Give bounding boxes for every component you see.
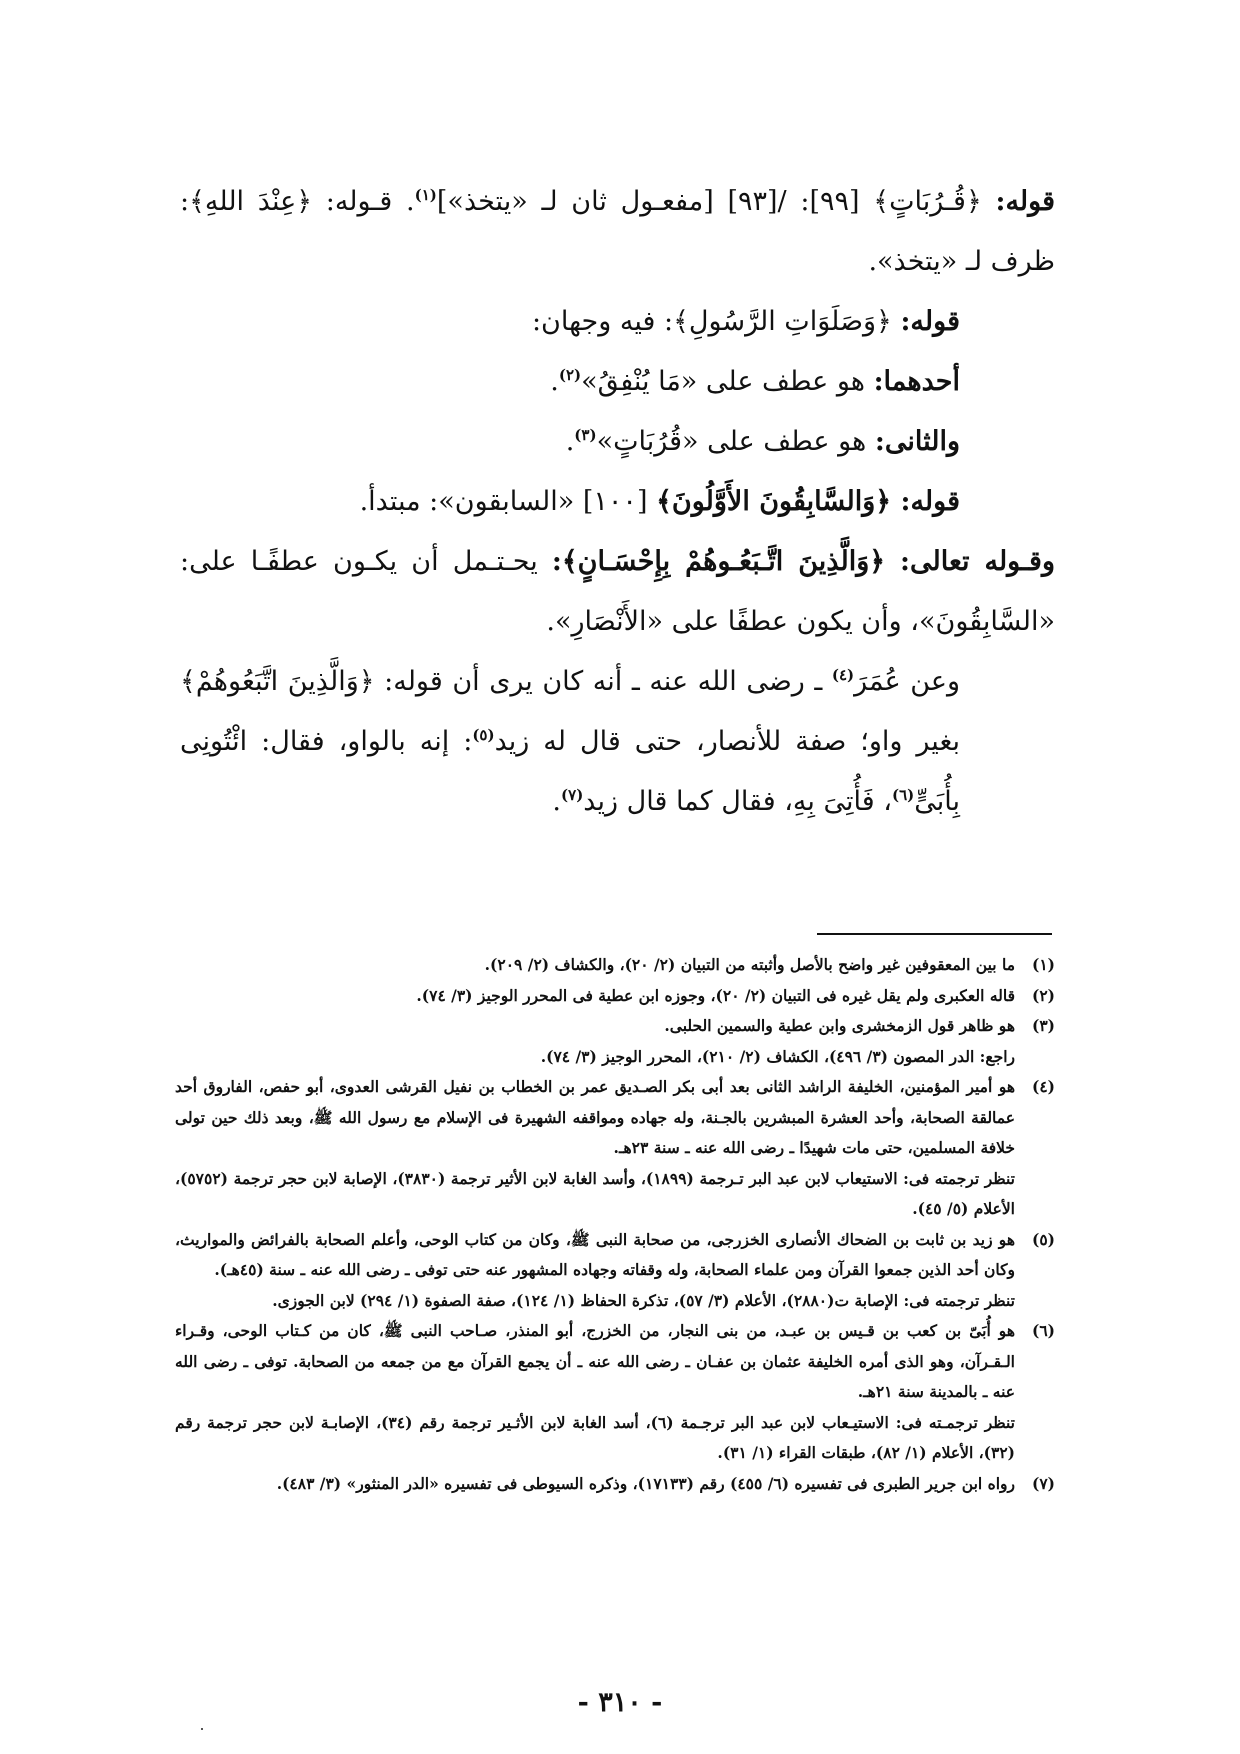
footnote-number: (٤): [1031, 1077, 1055, 1096]
paragraph-lead: قوله:: [900, 306, 960, 337]
footnote-number: (١): [1031, 955, 1055, 974]
footnote-number: (٥): [1031, 1229, 1055, 1249]
main-text: [180, 172, 1055, 832]
paragraph-lead: والثانى:: [874, 426, 960, 457]
footnote-ref: (١): [414, 186, 437, 204]
footnote-text: تنظر ترجمـته فى: الاستيـعاب لابن عبد البر ترجـمة (٦)، أسد الغابة لابن الأثـير ترجمة رقم (٣٤)، الإصابـة لابن حجر ترجمة رقم (٣٢)، الأعلام (١/ ٨٢)، طبقات القراء (١/ ٣١).: [175, 1412, 1015, 1462]
paragraph-text: يحـتـمل أن يكـون عطفًـا على: «السَّابِقُونَ»، وأن يكون عطفًا على «الأَنْصَارِ».: [180, 546, 1055, 637]
footnote-text: رواه ابن جرير الطبرى فى تفسيره (٦/ ٤٥٥) رقم (١٧١٣٣)، وذكره السيوطى فى تفسيره «الدر المنثور» (٣/ ٤٨٣).: [276, 1473, 1015, 1493]
footnote-text: هو أُبَىّ بن كعب بن قـيس بن عبـد، من بنى النجار، من الخزرج، أبو المنذر، صـاحب النبى ﷺ، كان من كـتاب الوحى، وقـراء الـقـرآن، وهو الذى أمره الخليفة عثمان بن عفـان ـ رضى الله عنه ـ أن يجمع القرآن مع من جمعه من الصحابة. توفى ـ رضى الله عنه ـ بالمدينة سنة ٢١هـ.: [175, 1321, 1015, 1401]
footnote-number: (٢): [1031, 985, 1055, 1005]
paragraph: [180, 652, 1055, 832]
footnote-text: قاله العكبرى ولم يقل غيره فى التبيان (٢/ ٢٠)، وجوزه ابن عطية فى المحرر الوجيز (٣/ ٧٤).: [416, 985, 1015, 1005]
footnote-item: [175, 1469, 1055, 1500]
page-number: - ٣١٠ -: [577, 1687, 663, 1718]
paragraph: [180, 292, 1055, 352]
paragraph: [180, 172, 1055, 292]
paragraph-tail: .: [550, 366, 559, 397]
footnote-text: هو ظاهر قول الزمخشرى وابن عطية والسمين الحلبى.: [664, 1016, 1015, 1035]
footnote-text: هو زيد بن ثابت بن الضحاك الأنصارى الخزرجى، من صحابة النبى ﷺ، وكان من كتاب الوحى، وأعلم الصحابة بالفرائض والمواريث، وكان أحد الذين جمعوا القرآن ومن علماء الصحابة، وله وقفاته وجهاده المشهور عنه حتى توفى ـ رضى الله عنه ـ سنة (٤٥هـ).: [175, 1229, 1015, 1279]
paragraph-text: وعن عُمَرَ: [854, 666, 961, 697]
footnote-text: ما بين المعقوفين غير واضح بالأصل وأثبته من التبيان (٢/ ٢٠)، والكشاف (٢/ ٢٠٩).: [484, 955, 1015, 974]
paragraph-text: [١٠٠] «السابقون»: مبتدأ.: [359, 486, 657, 517]
footnote-text: تنظر ترجمته فى: الإصابة ت(٢٨٨٠)، الأعلام (٣/ ٥٧)، تذكرة الحفاظ (١/ ١٢٤)، صفة الصفوة (١/ ٢٩٤) لابن الجوزى.: [272, 1290, 1015, 1310]
footnote-ref: (٥): [472, 726, 495, 744]
footnote-body: [175, 1072, 1015, 1225]
footnote-body: [175, 1316, 1015, 1469]
footnote-text: تنظر ترجمته فى: الاستيعاب لابن عبد البر تـرجمة (١٨٩٩)، وأسد الغابة لابن الأثير ترجمة (٣٨٣٠)، الإصابة لابن حجر ترجمة (٥٧٥٢)، الأعلام (٥/ ٤٥).: [175, 1168, 1015, 1218]
paragraph: [180, 532, 1055, 652]
paragraph-lead: قوله:: [995, 186, 1056, 217]
footnote-item: [175, 981, 1055, 1012]
footnote-body: [175, 1469, 1015, 1500]
footnote-number: (٧): [1031, 1473, 1055, 1493]
paragraph-text: ـ رضى الله عنه ـ أنه كان يرى أن قوله: ﴿وَالَّذِينَ اتَّبَعُوهُمْ﴾ بغير واو؛ صفة للأنصار، حتى قال له زيد: [180, 666, 960, 757]
footnote-body: [175, 950, 1015, 981]
footnote-body: [175, 1011, 1015, 1072]
paragraph-lead: أحدهما:: [873, 366, 960, 397]
footnote-ref: (٣): [574, 426, 597, 444]
footnote-item: [175, 950, 1055, 981]
paragraph-text: ﴿وَصَلَوَاتِ الرَّسُولِ﴾: فيه وجهان:: [531, 306, 901, 337]
scan-speck: [201, 1728, 203, 1730]
footnote-item: [175, 1225, 1055, 1317]
footnote-text: هو أمير المؤمنين، الخليفة الراشد الثانى بعد أبى بكر الصـديق عمر بن الخطاب بن نفيل القرشى العدوى، أبو حفص، الفاروق أحد عمالقة الصحابة، وأحد العشرة المبشرين بالجـنة، وله جهاده ومواقفه الشهيرة فى الإسلام مع رسول الله ﷺ، وبعد ذلك حين تولى خلافة المسلمين، حتى مات شهيدًا ـ رضى الله عنه ـ سنة ٢٣هـ.: [175, 1077, 1015, 1157]
paragraph-text: هو عطف على «قُرُبَاتٍ»: [596, 426, 875, 457]
paragraph-lead: قوله: ﴿وَالسَّابِقُونَ الأَوَّلُونَ﴾: [656, 486, 960, 517]
footnote-body: [175, 981, 1015, 1012]
footnote-separator: [817, 933, 1052, 935]
footnote-ref: (٤): [831, 666, 855, 684]
footnote-number: (٣): [1031, 1016, 1055, 1035]
paragraph-tail: .: [565, 426, 575, 457]
paragraph-text: ﴿قُـرُبَاتٍ﴾ [٩٩]: /[٩٣] [مفعـول ثان لـ «يتخذ»]: [436, 186, 996, 217]
paragraph: [180, 412, 1055, 472]
footnotes: [175, 950, 1055, 1499]
paragraph: [180, 352, 1055, 412]
footnote-body: [175, 1225, 1015, 1317]
footnote-number: (٦): [1031, 1321, 1055, 1340]
paragraph-text: ، فَأُتِىَ بِهِ، فقال كما قال زيد: [583, 786, 892, 817]
paragraph-lead: وقـوله تعالى: ﴿وَالَّذِينَ اتَّـبَعُـوهُمْ بِإِحْسَـانٍ﴾:: [551, 546, 1055, 577]
footnote-item: [175, 1316, 1055, 1469]
footnote-ref: (٦): [891, 786, 915, 804]
footnote-ref: (٢): [558, 366, 582, 384]
paragraph-text: هو عطف على «مَا يُنْفِقُ»: [581, 366, 874, 397]
paragraph-tail: . قـوله: ﴿عِنْدَ اللهِ﴾: ظرف لـ «يتخذ».: [180, 186, 1055, 277]
paragraph-text: : إنه بالواو، فقال: ائْتُونِى بِأُبَىٍّ: [180, 726, 960, 817]
footnote-ref: (٧): [561, 786, 584, 804]
paragraph-text: .: [552, 786, 562, 817]
footnote-text: راجع: الدر المصون (٣/ ٤٩٦)، الكشاف (٢/ ٢١٠)، المحرر الوجيز (٣/ ٧٤).: [540, 1046, 1015, 1066]
footnote-item: [175, 1011, 1055, 1072]
paragraph: [180, 472, 1055, 532]
footnote-item: [175, 1072, 1055, 1225]
